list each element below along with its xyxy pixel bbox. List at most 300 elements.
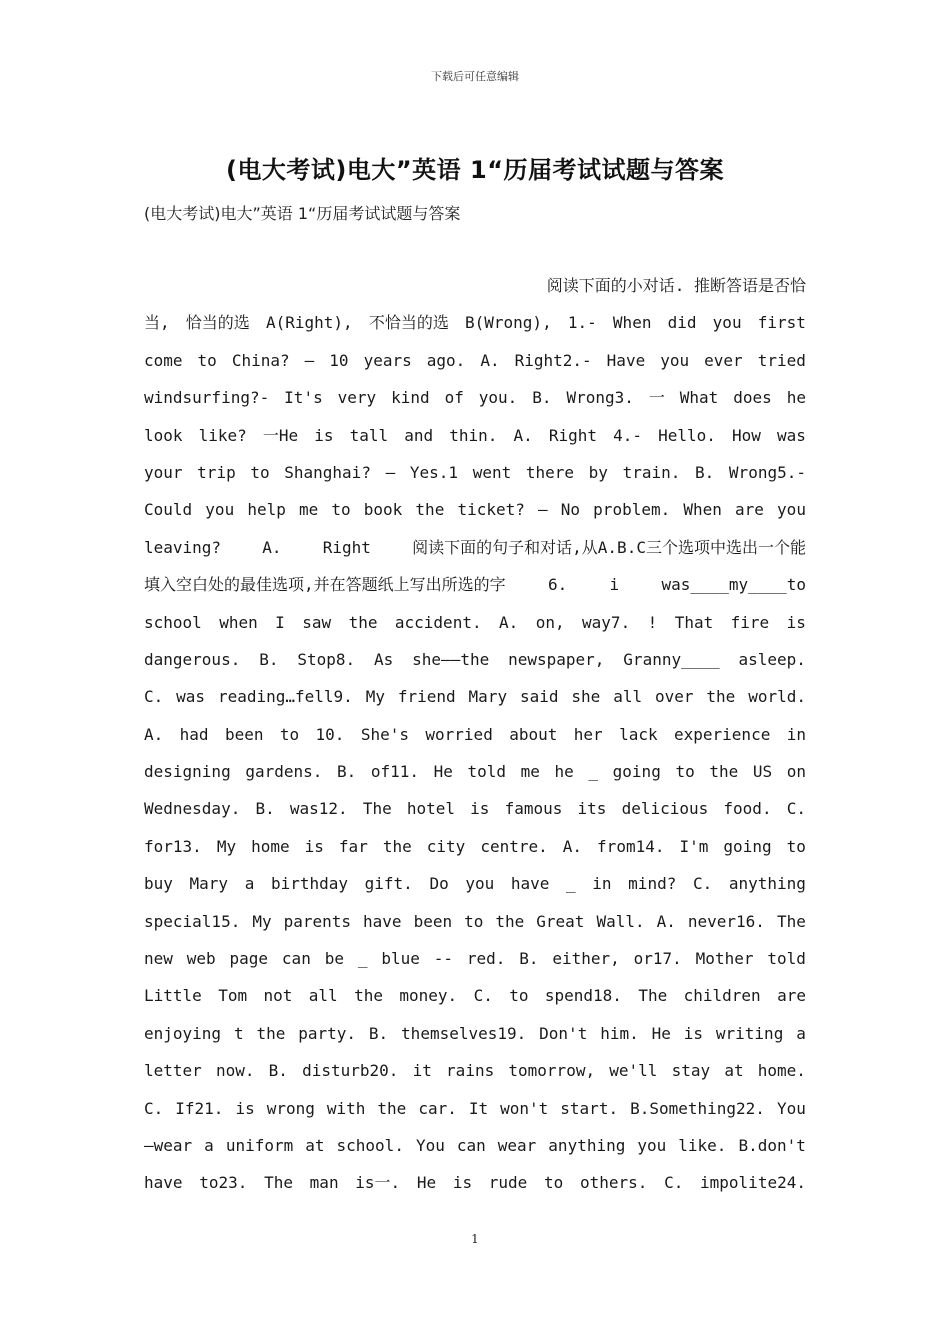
body-line	[144, 678, 806, 715]
body-word: wear	[497, 1135, 537, 1155]
body-word: over	[654, 687, 694, 707]
body-word: themselves19.	[401, 1023, 527, 1043]
body-word: C.	[692, 874, 713, 894]
body-word: mind?	[628, 874, 677, 894]
body-word: start.	[560, 1098, 619, 1118]
body-word: She's	[360, 724, 409, 744]
body-word: was	[176, 687, 206, 707]
body-word: B.	[255, 799, 275, 819]
body-word: was	[777, 425, 806, 445]
body-word: she	[571, 687, 601, 707]
body-word: never16.	[687, 911, 765, 931]
body-word: on	[786, 762, 806, 782]
body-word: the	[256, 1023, 286, 1043]
body-word: 恰当的选	[185, 313, 250, 333]
body-word: Mary	[468, 687, 508, 707]
body-word: to	[279, 724, 300, 744]
body-line	[144, 716, 806, 753]
body-word: 不恰当的选	[368, 313, 449, 333]
body-word: her	[573, 724, 603, 744]
body-word: writing	[715, 1023, 784, 1043]
body-word: she——the	[412, 649, 490, 669]
body-word: told	[467, 762, 507, 782]
body-word: to	[786, 836, 806, 856]
body-word: It	[468, 1098, 489, 1118]
body-word: !	[647, 612, 658, 632]
body-word: the	[706, 687, 736, 707]
body-word: A.	[656, 911, 676, 931]
body-word: –	[385, 462, 396, 482]
body-word: is	[470, 799, 490, 819]
body-word: far	[338, 836, 368, 856]
body-word: first	[757, 313, 806, 333]
body-word: been	[413, 911, 453, 931]
body-word: school.	[336, 1135, 404, 1155]
body-word: Wrong5.-	[728, 462, 806, 482]
body-word: _	[588, 762, 599, 782]
body-line	[144, 940, 806, 977]
body-word: the	[709, 762, 739, 782]
body-word: --	[433, 949, 453, 969]
body-word: rude	[488, 1173, 528, 1193]
body-word: When	[612, 313, 652, 333]
body-word: Wall.	[596, 911, 645, 931]
body-line	[144, 865, 806, 902]
body-word: How	[732, 425, 761, 445]
body-word: buy	[144, 874, 173, 894]
body-word: Do	[429, 874, 449, 894]
body-word: Right2.-	[514, 350, 592, 370]
body-word: disturb20.	[302, 1061, 399, 1081]
body-word: —wear	[144, 1135, 193, 1155]
body-word: delicious	[621, 799, 709, 819]
body-word: city	[426, 836, 466, 856]
body-word: either,	[552, 949, 620, 969]
body-word: have	[144, 1173, 183, 1193]
body-word: Have	[606, 350, 646, 370]
body-word: on,	[535, 612, 565, 632]
body-word: special15.	[144, 911, 241, 931]
body-word: uniform	[225, 1135, 294, 1155]
body-word: a	[796, 1023, 806, 1043]
body-word: Could	[144, 500, 193, 520]
body-word: A.	[480, 350, 500, 370]
body-word: is	[235, 1098, 255, 1118]
body-word: to	[675, 762, 695, 782]
body-word: look	[144, 425, 183, 445]
body-word: was____my____to	[661, 575, 806, 595]
body-word: The	[362, 799, 392, 819]
body-word: –	[538, 500, 548, 520]
body-word: The	[776, 911, 806, 931]
body-line	[144, 417, 806, 454]
body-word: The	[638, 986, 668, 1006]
body-word: The	[264, 1173, 293, 1193]
body-word: wrong	[266, 1098, 315, 1118]
body-word: t	[233, 1023, 244, 1043]
body-word: B.	[268, 1061, 288, 1081]
body-word: going	[723, 836, 772, 856]
body-word: did	[667, 313, 697, 333]
body-word: he	[554, 762, 574, 782]
body-word: to23.	[199, 1173, 248, 1193]
body-word: A.	[144, 724, 164, 744]
body-word: won't	[500, 1098, 549, 1118]
body-line	[144, 491, 806, 528]
body-word: _	[357, 949, 368, 969]
body-word: others.	[579, 1173, 648, 1193]
body-word: to	[509, 986, 529, 1006]
body-word: B.Something22.	[630, 1098, 765, 1118]
body-word: man	[309, 1173, 339, 1193]
document-subtitle: (电大考试)电大”英语 1“历届考试试题与答案	[144, 204, 461, 223]
body-line	[144, 604, 806, 641]
body-word: 10.	[315, 724, 345, 744]
body-word: your	[144, 462, 183, 482]
body-line	[144, 1164, 806, 1201]
body-word: When	[683, 500, 722, 520]
body-word: Wrong3.	[566, 388, 634, 408]
body-word: you.	[478, 388, 518, 408]
body-word: He	[651, 1023, 671, 1043]
body-word: 当,	[144, 313, 170, 333]
body-word: from14.	[597, 836, 665, 856]
body-word: As	[374, 649, 394, 669]
body-word: me	[298, 500, 319, 520]
body-word: there	[525, 462, 575, 482]
body-word: lack	[619, 724, 658, 744]
body-word: A(Right),	[265, 313, 353, 333]
body-word: 6.	[547, 575, 568, 595]
body-word: 阅读下面的小对话. 推断答语是否恰	[546, 276, 806, 295]
body-word: new	[144, 949, 173, 969]
body-word: had	[179, 724, 209, 744]
body-word: spend18.	[544, 986, 622, 1006]
body-word: you	[205, 500, 235, 520]
body-word: A.	[499, 612, 519, 632]
body-word: help	[247, 500, 286, 520]
body-line	[144, 1052, 806, 1089]
body-word: A.	[262, 537, 282, 557]
body-word: the	[382, 836, 412, 856]
body-word: i	[609, 575, 620, 595]
body-word: _	[566, 874, 576, 894]
body-word: Granny____	[623, 649, 720, 669]
page-number: 1	[471, 1232, 479, 1246]
body-word: parents	[283, 911, 352, 931]
body-word: web	[186, 949, 216, 969]
body-word: food.	[723, 799, 772, 819]
body-word: was12.	[289, 799, 348, 819]
body-word: does	[733, 388, 772, 408]
body-word: gift.	[364, 874, 413, 894]
body-word: about	[509, 724, 558, 744]
body-word: to	[250, 462, 270, 482]
body-word: Great	[536, 911, 585, 931]
body-word: car.	[418, 1098, 457, 1118]
body-word: Little	[144, 986, 202, 1006]
body-word: –	[304, 350, 315, 370]
body-word: tried	[757, 350, 806, 370]
body-word: B.	[368, 1023, 389, 1043]
body-word: is	[786, 612, 806, 632]
body-line	[144, 1090, 806, 1127]
body-line	[144, 454, 806, 491]
body-word: My	[252, 911, 272, 931]
body-word: famous	[504, 799, 563, 819]
body-word: 4.-	[613, 425, 643, 445]
body-word: He	[433, 762, 453, 782]
body-word: impolite24.	[700, 1173, 806, 1193]
body-line	[144, 529, 806, 566]
body-word: been	[224, 724, 264, 744]
body-line	[144, 1127, 806, 1164]
document-title: (电大考试)电大”英语 1“历届考试试题与答案	[225, 156, 725, 184]
body-line	[144, 641, 806, 678]
body-word: or17.	[633, 949, 682, 969]
body-word: saw	[302, 612, 332, 632]
body-word: train.	[622, 462, 681, 482]
body-word: ever	[704, 350, 743, 370]
body-word: Hello.	[658, 425, 716, 445]
body-word: have	[363, 911, 402, 931]
body-word: C.	[664, 1173, 684, 1193]
body-word: is	[304, 836, 324, 856]
body-word: B.	[532, 388, 552, 408]
body-word: centre.	[480, 836, 548, 856]
body-word: My	[365, 687, 385, 707]
body-word: you	[712, 313, 742, 333]
body-word: 10	[329, 350, 349, 370]
body-word: he	[786, 388, 806, 408]
body-word: are	[777, 986, 806, 1006]
body-word: designing	[144, 762, 231, 782]
body-word: accident.	[394, 612, 482, 632]
exam-body-text	[144, 267, 806, 1202]
body-line	[144, 828, 806, 865]
body-word: very	[337, 388, 377, 408]
body-word: China?	[231, 350, 290, 370]
body-word: come	[144, 350, 183, 370]
body-word: a	[204, 1135, 214, 1155]
body-word: and	[404, 425, 434, 445]
body-line	[144, 379, 806, 416]
body-word: fire	[730, 612, 770, 632]
body-word: page	[229, 949, 269, 969]
body-word: the	[354, 986, 383, 1006]
body-word: That	[674, 612, 714, 632]
body-word: asleep.	[738, 649, 806, 669]
body-word: blue	[381, 949, 420, 969]
body-word: Shanghai?	[284, 462, 371, 482]
body-word: My	[216, 836, 237, 856]
body-word: Mary	[189, 874, 229, 894]
body-word: tall	[349, 425, 389, 445]
body-word: to	[464, 911, 484, 931]
body-word: tomorrow,	[508, 1061, 596, 1081]
body-word: to	[331, 500, 351, 520]
body-word: have	[510, 874, 550, 894]
body-word: Right	[548, 425, 598, 445]
body-word: I	[275, 612, 285, 632]
body-word: by	[588, 462, 608, 482]
body-word: years	[363, 350, 412, 370]
body-word: I'm	[679, 836, 709, 856]
body-word: experience	[674, 724, 771, 744]
body-word: Mother	[695, 949, 754, 969]
body-line	[144, 903, 806, 940]
body-word: Don't	[539, 1023, 588, 1043]
body-word: Right	[322, 537, 371, 557]
body-word: at	[305, 1135, 325, 1155]
header-note: 下载后可任意编辑	[431, 70, 519, 83]
body-word: can	[281, 949, 311, 969]
body-word: of	[444, 388, 464, 408]
body-word: ago.	[426, 350, 466, 370]
body-word: book	[363, 500, 403, 520]
body-word: money.	[399, 986, 458, 1006]
body-word: said	[519, 687, 559, 707]
body-word: problem.	[593, 500, 671, 520]
body-word: anything	[728, 874, 806, 894]
body-word: for13.	[144, 836, 202, 856]
body-word: ticket?	[457, 500, 525, 520]
body-word: friend	[397, 687, 456, 707]
body-word: him.	[600, 1023, 639, 1043]
body-word: reading…fell9.	[217, 687, 353, 707]
body-line	[144, 267, 806, 304]
body-word: What	[679, 388, 719, 408]
body-word: went	[472, 462, 512, 482]
body-word: 填入空白处的最佳选项,并在答题纸上写出所选的字	[144, 575, 506, 595]
body-word: is	[683, 1023, 704, 1043]
body-line	[144, 753, 806, 790]
body-word: Wednesday.	[144, 799, 241, 819]
body-word: is一.	[355, 1173, 401, 1193]
body-word: 一	[648, 388, 665, 408]
body-word: are	[735, 500, 764, 520]
body-word: C.	[786, 799, 806, 819]
body-word: a	[244, 874, 255, 894]
body-line	[144, 342, 806, 379]
body-word: the	[495, 911, 525, 931]
body-word: when	[219, 612, 258, 632]
body-word: party.	[298, 1023, 357, 1043]
body-word: the	[348, 612, 378, 632]
body-word: at	[724, 1061, 744, 1081]
body-word: B.	[259, 649, 279, 669]
body-word: we'll	[609, 1061, 658, 1081]
body-word: B.	[519, 949, 539, 969]
body-word: Stop8.	[297, 649, 356, 669]
body-word: now.	[215, 1061, 255, 1081]
body-word: leaving?	[144, 537, 222, 557]
body-word: you	[465, 874, 495, 894]
body-word: it	[412, 1061, 432, 1081]
body-line	[144, 1015, 806, 1052]
body-word: Yes.1	[409, 462, 459, 482]
body-word: trip	[197, 462, 236, 482]
body-word: red.	[466, 949, 506, 969]
body-word: letter	[144, 1061, 202, 1081]
body-word: in	[786, 724, 806, 744]
body-line	[144, 566, 806, 603]
body-word: like?	[198, 425, 247, 445]
body-word: gardens.	[245, 762, 323, 782]
body-word: can	[456, 1135, 486, 1155]
body-word: 1.-	[567, 313, 597, 333]
body-word: in	[592, 874, 612, 894]
body-word: You	[415, 1135, 445, 1155]
body-word: C.	[144, 687, 164, 707]
body-word: school	[144, 612, 202, 632]
body-word: 一He	[262, 425, 299, 445]
body-word: the	[377, 1098, 407, 1118]
body-word: dangerous.	[144, 649, 241, 669]
body-word: anything	[548, 1135, 626, 1155]
body-word: newspaper,	[508, 649, 605, 669]
body-word: Tom	[218, 986, 248, 1006]
body-word: told	[767, 949, 806, 969]
body-word: of11.	[370, 762, 420, 782]
body-word: thin.	[449, 425, 498, 445]
body-word: me	[520, 762, 540, 782]
body-word: children	[683, 986, 761, 1006]
body-word: A.	[513, 425, 533, 445]
body-word: be	[324, 949, 344, 969]
body-word: with	[326, 1098, 366, 1118]
body-word: going	[612, 762, 661, 782]
body-line	[144, 790, 806, 827]
body-word: its	[577, 799, 607, 819]
body-word: worried	[425, 724, 493, 744]
body-word: 阅读下面的句子和对话,从A.B.C三个选项中选出一个能	[412, 537, 806, 557]
body-word: If21.	[175, 1098, 224, 1118]
body-word: B(Wrong),	[465, 313, 552, 333]
body-word: to	[543, 1173, 564, 1193]
body-word: C.	[144, 1098, 164, 1118]
body-word: home	[251, 836, 290, 856]
body-word: B.don't	[738, 1135, 806, 1155]
body-word: way7.	[582, 612, 631, 632]
body-word: enjoying	[144, 1023, 222, 1043]
body-word: you	[777, 500, 806, 520]
body-word: You	[776, 1098, 806, 1118]
body-line	[144, 977, 806, 1014]
body-word: birthday	[270, 874, 349, 894]
body-word: you	[637, 1135, 667, 1155]
body-word: not	[263, 986, 293, 1006]
body-word: B.	[336, 762, 357, 782]
body-word: all	[613, 687, 643, 707]
body-word: A.	[562, 836, 583, 856]
body-word: hotel	[406, 799, 456, 819]
body-word: to	[197, 350, 217, 370]
body-word: US	[752, 762, 773, 782]
body-word: world.	[748, 687, 806, 707]
body-word: is	[452, 1173, 473, 1193]
body-word: C.	[473, 986, 493, 1006]
body-word: It's	[284, 388, 323, 408]
body-word: B.	[695, 462, 715, 482]
body-word: all	[308, 986, 338, 1006]
body-word: rains	[446, 1061, 495, 1081]
body-word: home.	[757, 1061, 806, 1081]
body-word: like.	[678, 1135, 727, 1155]
body-word: stay	[671, 1061, 711, 1081]
body-word: He	[416, 1173, 437, 1193]
body-word: you	[660, 350, 690, 370]
